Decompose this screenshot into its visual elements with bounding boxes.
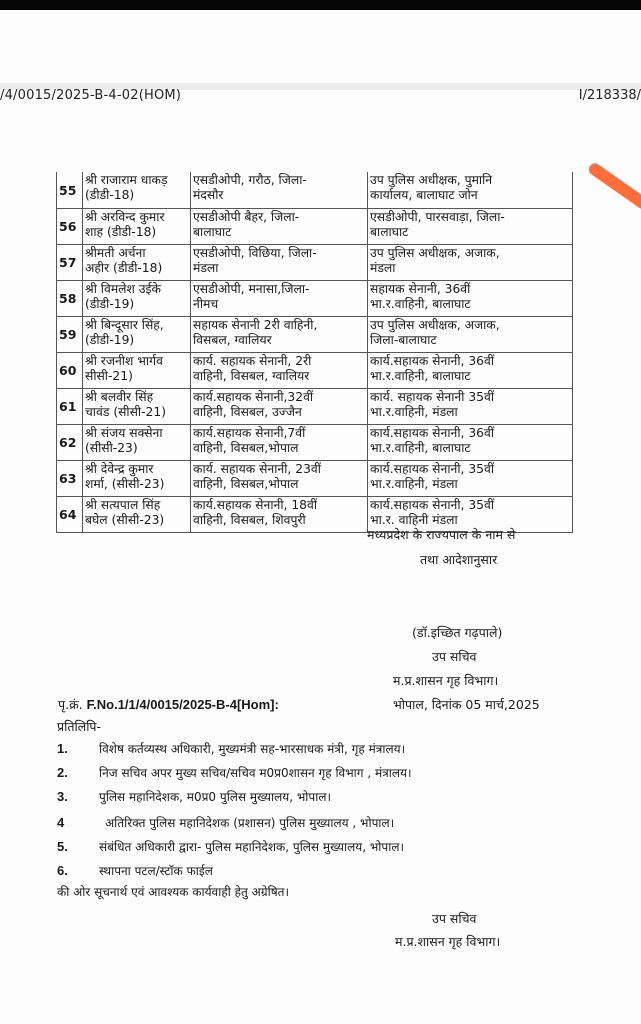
copy-list-text: अतिरिक्त पुलिस महानिदेशक (प्रशासन) पुलिस मुख्यालय , भोपाल। — [105, 816, 395, 830]
copy-list-number: 3. — [57, 789, 68, 804]
table-row — [57, 352, 573, 388]
copy-list-text: विशेष कर्तव्यस्थ अधिकारी, मुख्यमंत्री सह-भारसाधक मंत्री, गृह मंत्रालय। — [99, 742, 406, 756]
current-posting-cell-line: एसडीओपी, विछिया, जिला- — [193, 245, 317, 260]
serial-number-cell: 63 — [57, 460, 83, 496]
current-posting-cell-line: वाहिनी, विसबल, उज्जैन — [193, 404, 302, 419]
officer-name-cell-line: शाह (डीडी-18) — [85, 224, 157, 239]
officer-name-cell-line: बघेल (सीसी-23) — [85, 512, 165, 527]
officer-name-cell-line: अहीर (डीडी-18) — [85, 260, 163, 275]
new-posting-cell-line: सहायक सेनानी, 36वीं — [370, 281, 471, 296]
officer-name-cell-line: श्रीमती अर्चना — [85, 245, 146, 260]
officer-name-cell-line: चावंड (सीसी-21) — [85, 404, 166, 419]
officer-name-cell-line: श्री सत्यपाल सिंह — [85, 497, 161, 512]
file-number-prefix: पृ.क्रं. — [58, 697, 83, 712]
new-posting-cell-line: कार्य. सहायक सेनानी 35वीं — [370, 389, 495, 404]
current-posting-cell-line: सहायक सेनानी 2री वाहिनी, — [193, 317, 318, 332]
file-number-value: F.No.1/1/4/0015/2025-B-4[Hom]: — [86, 697, 279, 712]
current-posting-cell — [191, 316, 368, 352]
officer-name-cell — [83, 460, 191, 496]
current-posting-cell-line: बालाघाट — [193, 224, 232, 239]
copy-list-item — [57, 764, 412, 781]
new-posting-cell-line: भा.र.वाहिनी, मंडला — [370, 404, 458, 419]
file-reference-right: I/218338/ — [578, 88, 641, 103]
current-posting-cell — [191, 496, 368, 532]
current-posting-cell — [191, 172, 368, 208]
officer-name-cell-line: सीसी-21) — [85, 368, 133, 383]
table-row — [57, 280, 573, 316]
copy-heading: प्रतिलिपि- — [57, 719, 102, 734]
date-line: भोपाल, दिनांक 05 मार्च,2025 — [393, 697, 540, 712]
officer-name: (डॉ.इच्छित गढ़पाले) — [412, 625, 503, 640]
current-posting-cell-line: वाहिनी, विसबल, ग्वालियर — [193, 368, 310, 383]
new-posting-cell-line: कार्य.सहायक सेनानी, 35वीं — [370, 461, 495, 476]
current-posting-cell — [191, 424, 368, 460]
officer-name-cell — [83, 172, 191, 208]
table-row — [57, 172, 573, 208]
new-posting-cell-line: भा.र. वाहिनी मंडला — [370, 512, 458, 527]
officer-name-cell-line: श्री अरविन्द कुमार — [85, 209, 165, 224]
current-posting-cell-line: एसडीओपी, मनासा,जिला- — [193, 281, 310, 296]
new-posting-cell-line: कार्य.सहायक सेनानी, 35वीं — [370, 497, 495, 512]
officer-name-cell-line: श्री रजनीश भार्गव — [85, 353, 163, 368]
new-posting-cell-line: भा.र.वाहिनी, बालाघाट — [370, 440, 471, 455]
footer-designation: उप सचिव — [432, 911, 477, 926]
officer-name-cell — [83, 244, 191, 280]
table-row — [57, 208, 573, 244]
serial-number-cell: 62 — [57, 424, 83, 460]
officer-name-cell-line: श्री देवेन्द्र कुमार — [85, 461, 154, 476]
current-posting-cell — [191, 208, 368, 244]
orange-pen-mark — [587, 161, 641, 211]
officer-name-cell — [83, 208, 191, 244]
new-posting-cell-line: भा.र.वाहिनी, मंडला — [370, 476, 458, 491]
current-posting-cell-line: वाहिनी, विसबल,भोपाल — [193, 440, 299, 455]
new-posting-cell — [368, 280, 573, 316]
table-row — [57, 316, 573, 352]
governor-order-line1: मध्यप्रदेश के राज्यपाल के नाम से — [367, 527, 516, 542]
new-posting-cell-line: एसडीओपी, पारसवाड़ा, जिला- — [370, 209, 505, 224]
officer-name-cell-line: (डीडी-19) — [85, 296, 135, 311]
serial-number-cell: 58 — [57, 280, 83, 316]
transfer-table — [56, 172, 573, 533]
footer-department: म.प्र.शासन गृह विभाग। — [395, 934, 501, 949]
new-posting-cell-line: उप पुलिस अधीक्षक, अजाक, — [370, 317, 500, 332]
file-reference-left: /4/0015/2025-B-4-02(HOM) — [0, 88, 182, 103]
current-posting-cell — [191, 388, 368, 424]
copy-list-number: 5. — [57, 839, 68, 854]
copy-list-text: संबंधित अधिकारी द्वारा- पुलिस महानिदेशक, पुलिस मुख्यालय, भोपाल। — [99, 840, 405, 854]
officer-name-cell — [83, 388, 191, 424]
new-posting-cell-line: मंडला — [370, 260, 396, 275]
new-posting-cell — [368, 352, 573, 388]
current-posting-cell-line: एसडीओपी, गरौठ, जिला- — [193, 173, 307, 187]
serial-number-cell: 61 — [57, 388, 83, 424]
current-posting-cell-line: कार्य.सहायक सेनानी, 18वीं — [193, 497, 318, 512]
serial-number-cell: 64 — [57, 496, 83, 532]
current-posting-cell — [191, 244, 368, 280]
officer-name-cell — [83, 496, 191, 532]
governor-order-line2: तथा आदेशानुसार — [420, 552, 498, 567]
copy-list-item — [57, 740, 405, 757]
new-posting-cell — [368, 316, 573, 352]
current-posting-cell-line: वाहिनी, विसबल,भोपाल — [193, 476, 299, 491]
table-row — [57, 244, 573, 280]
new-posting-cell-line: भा.र.वाहिनी, बालाघाट — [370, 368, 471, 383]
new-posting-cell-line: कार्य.सहायक सेनानी, 36वीं — [370, 353, 495, 368]
serial-number-cell: 56 — [57, 208, 83, 244]
new-posting-cell-line: उप पुलिस अधीक्षक, अजाक, — [370, 245, 500, 260]
current-posting-cell-line: वाहिनी, विसबल, शिवपुरी — [193, 512, 306, 527]
copy-list-item — [57, 862, 213, 879]
current-posting-cell-line: नीमच — [193, 296, 219, 311]
copy-list-text: पुलिस महानिदेशक, म0प्र0 पुलिस मुख्यालय, भोपाल। — [99, 790, 332, 804]
current-posting-cell — [191, 280, 368, 316]
forward-text: की ओर सूचनार्थ एवं आवश्यक कार्यवाही हेतु अग्रेषित। — [57, 885, 290, 899]
copy-list-item — [57, 814, 394, 831]
copy-list-number: 4 — [57, 815, 65, 830]
serial-number-cell: 60 — [57, 352, 83, 388]
officer-name-cell-line: श्री संजय सक्सेना — [85, 425, 163, 440]
current-posting-cell — [191, 460, 368, 496]
current-posting-cell-line: कार्य. सहायक सेनानी, 23वीं — [193, 461, 321, 476]
officer-name-cell-line: श्री विमलेश उईके — [85, 281, 162, 296]
new-posting-cell-line: कार्यालय, बालाघाट जोन — [370, 188, 478, 202]
copy-list-number: 6. — [57, 863, 68, 878]
new-posting-cell-line: भा.र.वाहिनी, बालाघाट — [370, 296, 471, 311]
officer-name-cell — [83, 280, 191, 316]
new-posting-cell — [368, 172, 573, 208]
new-posting-cell — [368, 460, 573, 496]
new-posting-cell — [368, 244, 573, 280]
current-posting-cell-line: एसडीओपी बैहर, जिला- — [193, 209, 300, 224]
new-posting-cell-line: कार्य.सहायक सेनानी, 36वीं — [370, 425, 495, 440]
new-posting-cell-line: बालाघाट — [370, 224, 409, 239]
officer-designation: उप सचिव — [432, 649, 477, 664]
officer-name-cell-line: श्री राजाराम धाकड़ — [85, 173, 168, 187]
officer-name-cell-line: शर्मा, (सीसी-23) — [85, 476, 165, 491]
officer-name-cell-line: श्री बिन्दूसार सिंह, — [85, 317, 164, 332]
serial-number-cell: 59 — [57, 316, 83, 352]
new-posting-cell — [368, 424, 573, 460]
current-posting-cell-line: कार्य.सहायक सेनानी,32वीं — [193, 389, 314, 404]
serial-number-cell: 57 — [57, 244, 83, 280]
current-posting-cell-line: कार्य. सहायक सेनानी, 2री — [193, 353, 312, 368]
new-posting-cell-line: जिला-बालाघाट — [370, 332, 437, 347]
copy-list-item — [57, 788, 331, 805]
file-number — [58, 696, 279, 713]
copy-list-text: निज सचिव अपर मुख्य सचिव/सचिव म0प्र0शासन गृह विभाग , मंत्रालय। — [99, 766, 412, 780]
current-posting-cell-line: मंदसौर — [193, 188, 224, 202]
officer-name-cell — [83, 316, 191, 352]
officer-name-cell — [83, 352, 191, 388]
status-bar — [0, 0, 641, 10]
new-posting-cell — [368, 208, 573, 244]
copy-list-number: 1. — [57, 741, 68, 756]
officer-department: म.प्र.शासन गृह विभाग। — [393, 673, 499, 688]
new-posting-cell — [368, 388, 573, 424]
serial-number-cell: 55 — [57, 172, 83, 208]
table-row — [57, 460, 573, 496]
new-posting-cell-line: उप पुलिस अधीक्षक, पुमानि — [370, 173, 493, 187]
current-posting-cell-line: कार्य.सहायक सेनानी,7वीं — [193, 425, 306, 440]
officer-name-cell-line: (डीडी-19) — [85, 332, 135, 347]
table-row — [57, 424, 573, 460]
copy-list-number: 2. — [57, 765, 68, 780]
copy-list-text: स्थापना पटल/स्टॉक फाईल — [99, 864, 213, 878]
officer-name-cell — [83, 424, 191, 460]
copy-list-item — [57, 838, 404, 855]
officer-name-cell-line: (डीडी-18) — [85, 188, 135, 202]
officer-name-cell-line: (सीसी-23) — [85, 440, 138, 455]
current-posting-cell-line: मंडला — [193, 260, 219, 275]
officer-name-cell-line: श्री बलवीर सिंह — [85, 389, 154, 404]
current-posting-cell — [191, 352, 368, 388]
table-row — [57, 388, 573, 424]
current-posting-cell-line: विसबल, ग्वालियर — [193, 332, 272, 347]
